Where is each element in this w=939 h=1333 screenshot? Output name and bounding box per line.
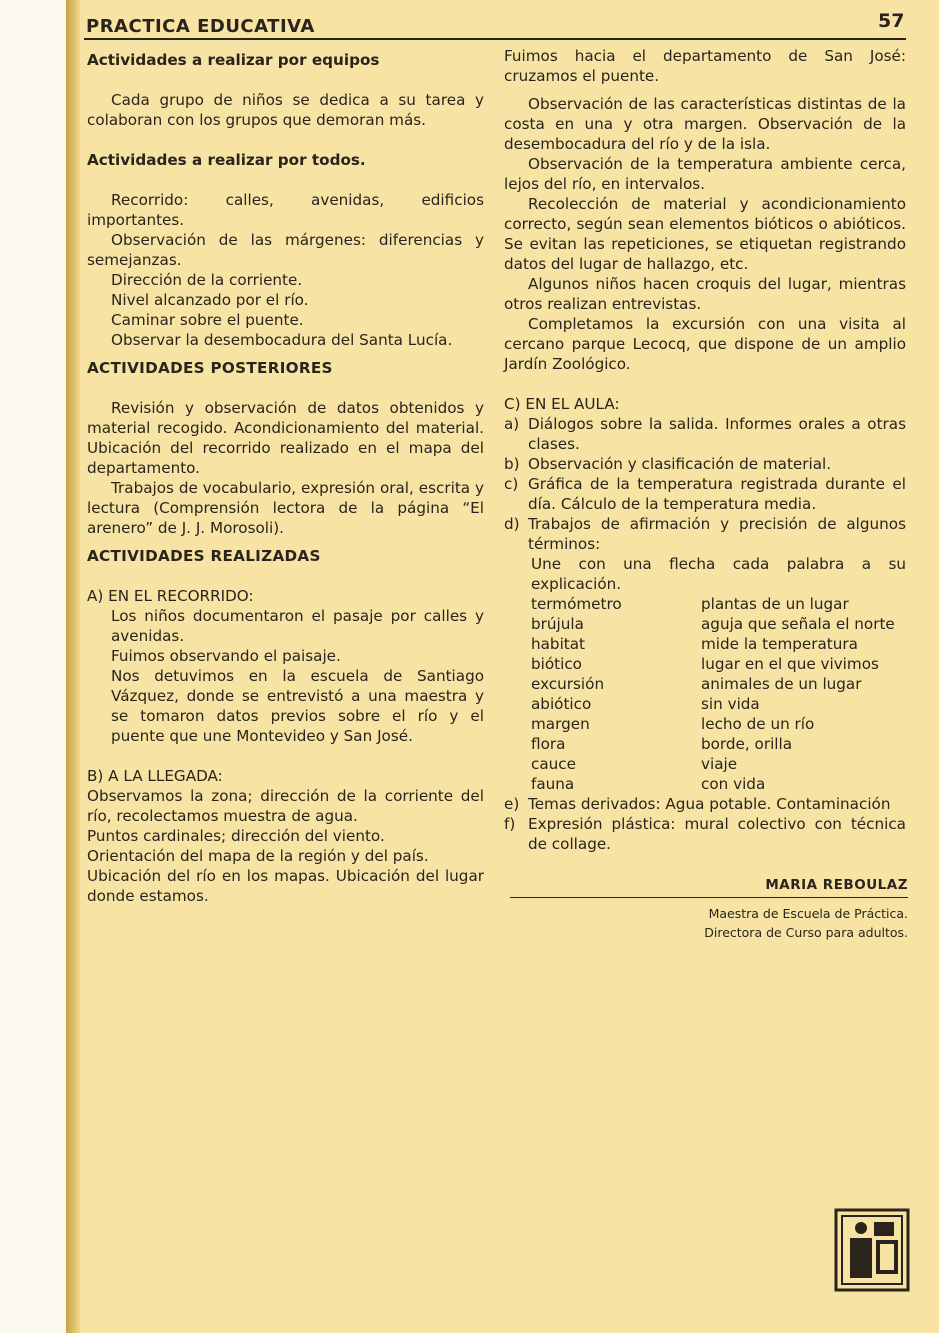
llegada-item: Ubicación del río en los mapas. Ubicación del lugar donde estamos.: [87, 867, 484, 905]
todos-heading: Actividades a realizar por todos.: [87, 151, 366, 169]
flecha-instruction: Une con una flecha cada palabra a su explicación.: [531, 555, 906, 593]
definition: lecho de un río: [701, 715, 815, 733]
definition: viaje: [701, 755, 738, 773]
signature-rule: [510, 897, 908, 898]
term: habitat: [531, 635, 586, 653]
intro-paragraph: Completamos la excursión con una visita al cercano parque Lecocq, que dispone de un amplio Jardín Zoológico.: [504, 315, 906, 373]
definition: animales de un lugar: [701, 675, 862, 693]
item-text: Gráfica de la temperatura registrada durante el día. Cálculo de la temperatura media.: [528, 475, 906, 513]
realizadas-heading: ACTIVIDADES REALIZADAS: [87, 547, 321, 565]
todos-item: Recorrido: calles, avenidas, edificios importantes.: [87, 191, 484, 229]
intro-paragraph: Algunos niños hacen croquis del lugar, mientras otros realizan entrevistas.: [504, 275, 906, 313]
definition: borde, orilla: [701, 735, 793, 753]
recorrido-item: Fuimos observando el paisaje.: [111, 647, 341, 665]
term: flora: [531, 735, 566, 753]
term: abiótico: [531, 695, 592, 713]
item-label: c): [504, 475, 519, 493]
intro-paragraph: Fuimos hacia el departamento de San José: cruzamos el puente.: [504, 47, 906, 85]
equipos-heading: Actividades a realizar por equipos: [87, 51, 380, 69]
aula-item: [504, 514, 906, 554]
author-name: MARIA REBOULAZ: [765, 877, 908, 893]
item-label: d): [504, 515, 520, 533]
author-role: Maestra de Escuela de Práctica.: [708, 906, 908, 921]
page: [66, 0, 939, 1333]
rep-logo-icon: [834, 1208, 910, 1292]
matching-table: [504, 594, 906, 794]
item-label: e): [504, 795, 520, 813]
definition: lugar en el que vivimos: [701, 655, 879, 673]
definition: mide la temperatura: [701, 635, 858, 653]
todos-item: Caminar sobre el puente.: [111, 311, 304, 329]
author-role: Directora de Curso para adultos.: [704, 925, 908, 940]
recorrido-item: Nos detuvimos en la escuela de Santiago Vázquez, donde se entrevistó a una maestra y se tomaron datos previos sobre el río y el puente que une Montevideo y San José.: [111, 667, 484, 745]
aula-item: [504, 454, 906, 474]
page-number: 57: [878, 10, 905, 32]
term: brújula: [531, 615, 584, 633]
term: termómetro: [531, 595, 622, 613]
equipos-text: Cada grupo de niños se dedica a su tarea y colaboran con los grupos que demoran más.: [87, 91, 484, 129]
item-text: Diálogos sobre la salida. Informes orales a otras clases.: [528, 415, 906, 453]
definition: aguja que señala el norte: [701, 615, 895, 633]
recorrido-heading: A) EN EL RECORRIDO:: [87, 587, 254, 605]
right-column: [504, 46, 906, 854]
definition: plantas de un lugar: [701, 595, 849, 613]
todos-item: Observar la desembocadura del Santa Lucía.: [111, 331, 453, 349]
term: cauce: [531, 755, 576, 773]
todos-item: Nivel alcanzado por el río.: [111, 291, 309, 309]
posteriores-paragraph: Revisión y observación de datos obtenidos y material recogido. Acondicionamiento del material. Ubicación del recorrido realizado en el mapa del departamento.: [87, 399, 484, 477]
header-rule: [84, 38, 906, 40]
llegada-item: Orientación del mapa de la región y del país.: [87, 847, 429, 865]
aula-item: [504, 414, 906, 454]
intro-paragraph: Observación de la temperatura ambiente cerca, lejos del río, en intervalos.: [504, 155, 906, 193]
term: biótico: [531, 655, 582, 673]
todos-item: Dirección de la corriente.: [111, 271, 303, 289]
llegada-item: Observamos la zona; dirección de la corriente del río, recolectamos muestra de agua.: [87, 787, 484, 825]
item-text: Temas derivados: Agua potable. Contaminación: [528, 795, 891, 813]
final-item: [504, 794, 906, 814]
definition: con vida: [701, 775, 766, 793]
item-text: Observación y clasificación de material.: [528, 455, 832, 473]
item-text: Expresión plástica: mural colectivo con técnica de collage.: [528, 815, 906, 853]
item-text: Trabajos de afirmación y precisión de algunos términos:: [528, 515, 906, 553]
final-item: [504, 814, 906, 854]
aula-item: [504, 474, 906, 514]
binding-edge: [66, 0, 80, 1333]
item-label: b): [504, 455, 520, 473]
llegada-item: Puntos cardinales; dirección del viento.: [87, 827, 385, 845]
posteriores-paragraph: Trabajos de vocabulario, expresión oral, escrita y lectura (Comprensión lectora de la página “El arenero” de J. J. Morosoli).: [87, 479, 484, 537]
item-label: f): [504, 815, 516, 833]
llegada-heading: B) A LA LLEGADA:: [87, 767, 223, 785]
intro-paragraph: Observación de las características distintas de la costa en una y otra margen. Observación de la desembocadura del río y de la isla.: [504, 95, 906, 153]
posteriores-heading: ACTIVIDADES POSTERIORES: [87, 359, 333, 377]
aula-heading: C) EN EL AULA:: [504, 395, 620, 413]
recorrido-item: Los niños documentaron el pasaje por calles y avenidas.: [111, 607, 484, 645]
intro-paragraph: Recolección de material y acondicionamiento correcto, según sean elementos bióticos o abióticos. Se evitan las repeticiones, se etiquetan registrando datos del lugar de hallazgo, etc.: [504, 195, 906, 273]
item-label: a): [504, 415, 520, 433]
definition: sin vida: [701, 695, 760, 713]
term: excursión: [531, 675, 605, 693]
todos-item: Observación de las márgenes: diferencias y semejanzas.: [87, 231, 484, 269]
term: margen: [531, 715, 590, 733]
left-column: [87, 50, 484, 906]
running-header: PRACTICA EDUCATIVA: [86, 16, 315, 37]
term: fauna: [531, 775, 575, 793]
signature-block: [510, 877, 908, 942]
